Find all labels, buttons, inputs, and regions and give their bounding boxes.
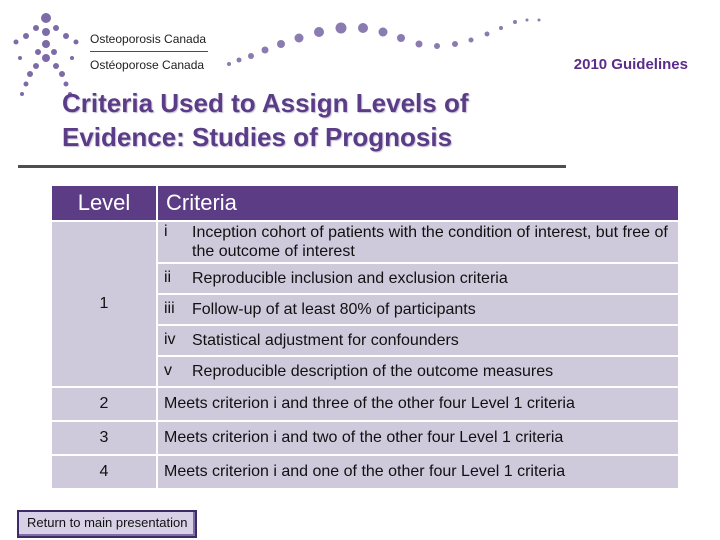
criterion-iv xyxy=(156,326,678,355)
title-divider xyxy=(18,165,566,168)
criterion-number: ii xyxy=(164,269,172,286)
table-row xyxy=(52,422,678,454)
criterion-number: i xyxy=(164,223,168,240)
brand-divider xyxy=(90,51,208,52)
criterion-number: iv xyxy=(164,331,176,348)
criterion-text: Statistical adjustment for confounders xyxy=(192,332,459,349)
level-3-criteria: Meets criterion i and two of the other four Level 1 criteria xyxy=(156,422,678,454)
table-row xyxy=(52,456,678,488)
criterion-text: Reproducible description of the outcome measures xyxy=(192,363,554,380)
level-1-cell: 1 xyxy=(52,222,156,386)
criterion-iii xyxy=(156,295,678,324)
level-4-criteria: Meets criterion i and one of the other four Level 1 criteria xyxy=(156,456,678,488)
page-title xyxy=(62,86,582,154)
level-2-criteria: Meets criterion i and three of the other four Level 1 criteria xyxy=(156,388,678,420)
criterion-i xyxy=(156,222,678,262)
table-header-row xyxy=(52,186,678,220)
criterion-text: Inception cohort of patients with the condition of interest, but free of the outcome of interest xyxy=(192,224,668,260)
criterion-number: iii xyxy=(164,300,175,317)
criterion-text: Follow-up of at least 80% of participants xyxy=(192,301,476,318)
column-header-criteria: Criteria xyxy=(156,186,678,220)
brand-name-fr: Ostéoporose Canada xyxy=(90,58,205,72)
table-row xyxy=(52,388,678,420)
criterion-number: v xyxy=(164,362,172,379)
level-4-cell: 4 xyxy=(52,456,156,488)
decorative-dots-icon xyxy=(225,14,545,74)
level-2-cell: 2 xyxy=(52,388,156,420)
criterion-ii xyxy=(156,264,678,293)
criterion-text: Reproducible inclusion and exclusion criteria xyxy=(192,270,508,287)
brand-name-en: Osteoporosis Canada xyxy=(90,32,207,46)
table-row xyxy=(52,222,678,262)
level-3-cell: 3 xyxy=(52,422,156,454)
title-line-1: Criteria Used to Assign Levels of xyxy=(62,88,469,118)
title-line-2: Evidence: Studies of Prognosis xyxy=(62,122,453,152)
column-header-level: Level xyxy=(52,186,156,220)
guidelines-label: 2010 Guidelines xyxy=(573,56,688,73)
header xyxy=(0,0,720,100)
criterion-v xyxy=(156,357,678,386)
levels-table xyxy=(52,184,678,490)
return-to-main-button[interactable]: Return to main presentation xyxy=(17,510,197,538)
